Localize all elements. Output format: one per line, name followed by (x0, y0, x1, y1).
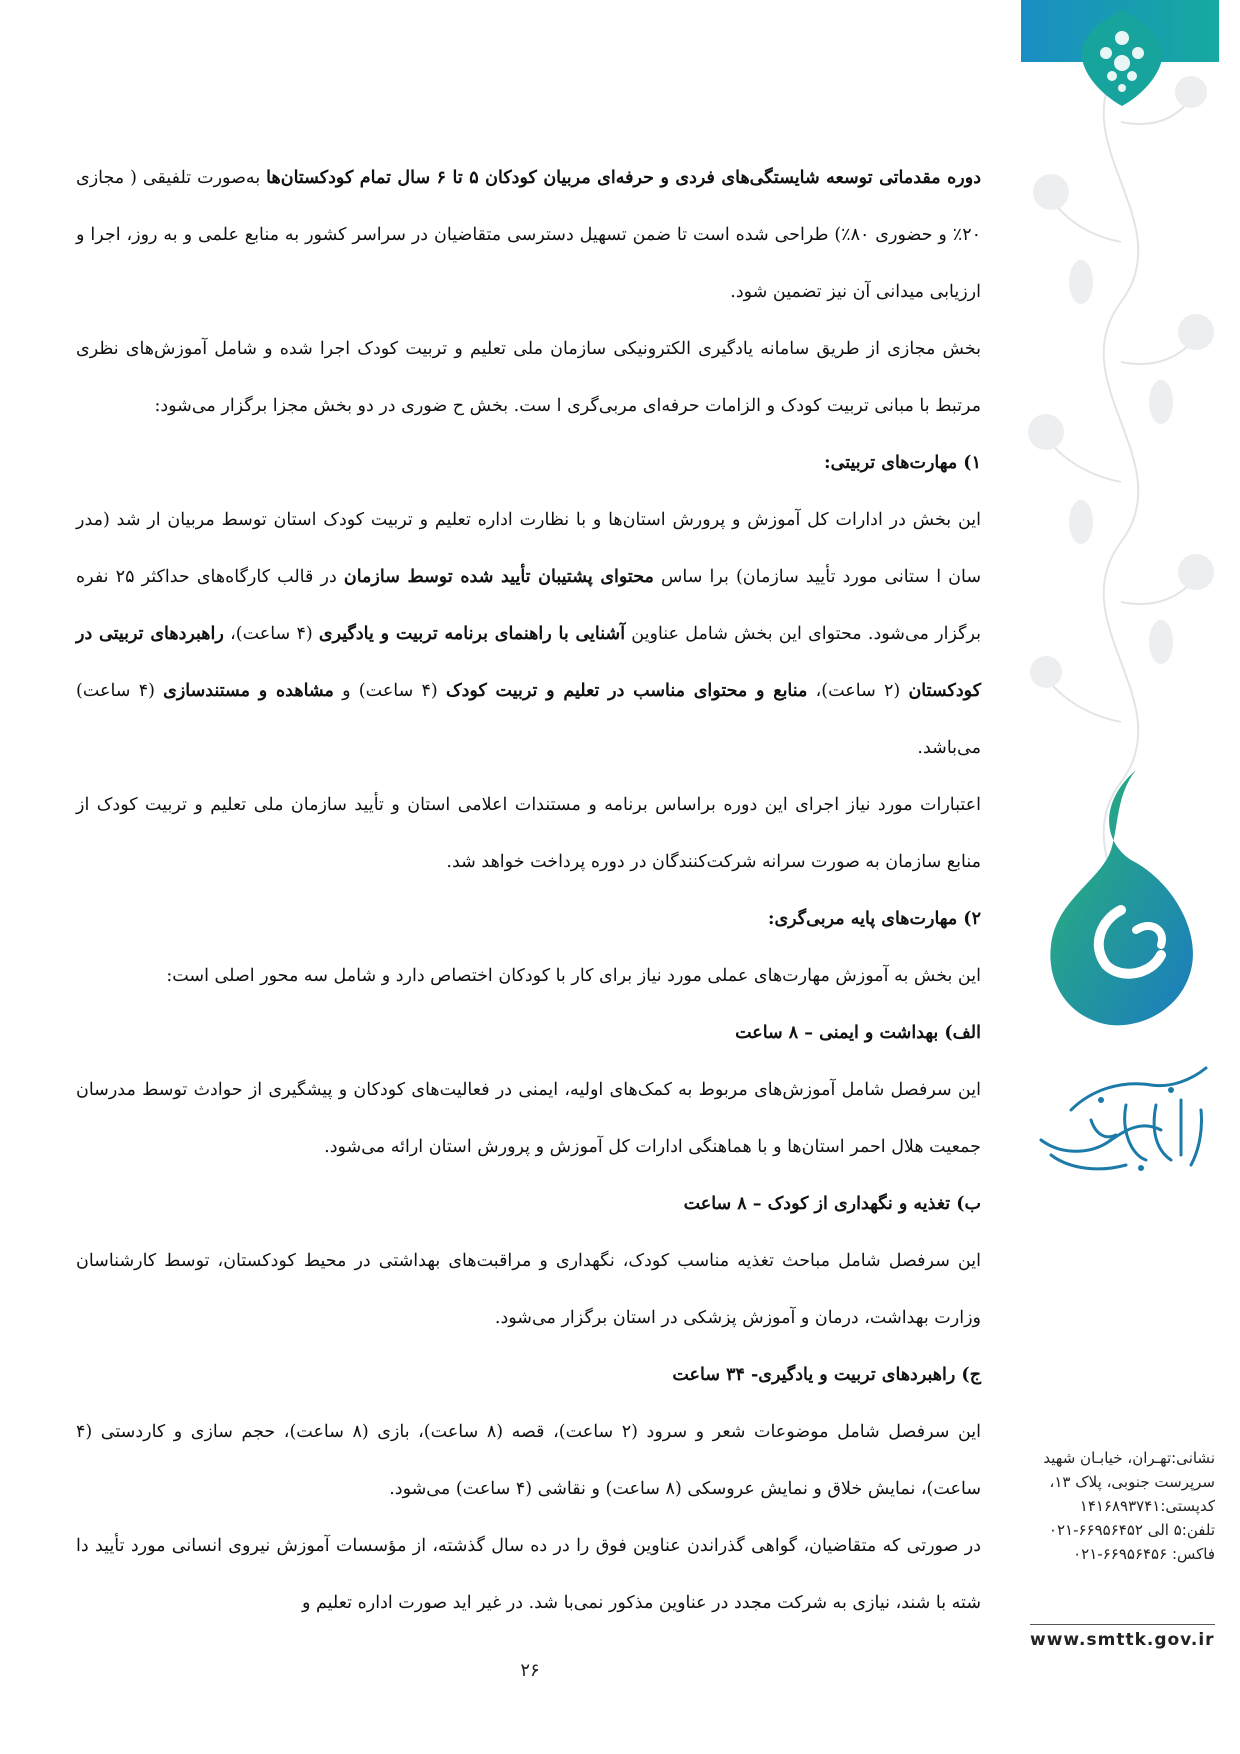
contact-line: کدپستی:۱۴۱۶۸۹۳۷۴۱ (1079, 1497, 1215, 1515)
bold-text-run: دوره مقدماتی توسعه شایستگی‌های فردی و حرفه‌ای مربیان کودکان ۵ تا ۶ سال تمام کودکستان‌ها (266, 168, 981, 188)
text-run: (۴ ساعت) می‌باشد. (76, 681, 981, 758)
body-paragraph (76, 1518, 981, 1632)
text-run: در صورتی که متقاضیان، گواهی گذراندن عناوین فوق را در ده سال گذشته، از مؤسسات آموزش نیروی انسانی مورد تأیید دا شته با شند، نیازی به شرکت مجدد در عناوین مذکور نمی‌با شد. در غیر اید صورت اداره تعلیم و (76, 1536, 981, 1613)
bold-text-run: منابع و محتوای مناسب در تعلیم و تربیت کودک (445, 681, 808, 701)
text-run: (۴ ساعت)، (223, 624, 319, 644)
body-paragraph (76, 1404, 981, 1518)
text-run: این سرفصل شامل موضوعات شعر و سرود (۲ ساعت)، قصه (۸ ساعت)، بازی (۸ ساعت)، حجم سازی و کاردستی (۴ ساعت)، نمایش خلاق و نمایش عروسکی (۸ ساعت) و نقاشی (۴ ساعت) می‌شود. (76, 1422, 981, 1499)
website-url: www.smttk.gov.ir (1030, 1630, 1215, 1650)
body-paragraph (76, 1233, 981, 1347)
text-run: ۱) مهارت‌های تربیتی: (824, 453, 981, 473)
text-run: در قالب کارگاه‌های حداکثر ۲۵ نفره برگزار می‌شود. محتوای این بخش شامل عناوین (76, 567, 981, 644)
text-run: (۲ ساعت)، (807, 681, 909, 701)
body-paragraph (76, 1062, 981, 1176)
contact-line: فاکس: ۶۶۹۵۶۴۵۶-۰۲۱ (1073, 1545, 1215, 1563)
section-heading (76, 435, 981, 492)
body-paragraph (76, 492, 981, 777)
section-heading (76, 891, 981, 948)
text-run: این سرفصل شامل مباحث تغذیه مناسب کودک، نگهداری و مراقبت‌های بهداشتی در محیط کودکستان، توسط کارشناسان وزارت بهداشت، درمان و آموزش پزشکی در استان برگزار می‌شود. (76, 1251, 981, 1328)
bold-text-run: راهبردهای تربیتی در کودکستان (76, 624, 982, 701)
text-run: بخش مجازی از طریق سامانه یادگیری الکترونیکی سازمان ملی تعلیم و تربیت کودک اجرا شده و شامل آموزش‌های نظری مرتبط با مبانی تربیت کودک و الزامات حرفه‌ای مربی‌گری ا ست. بخش ح ضوری در دو بخش مجزا برگزار می‌شود: (76, 339, 981, 416)
text-run: این سرفصل شامل آموزش‌های مربوط به کمک‌های اولیه، ایمنی در فعالیت‌های کودکان و پیشگیری از حوادث توسط مدرسان جمعیت هلال احمر استان‌ها و با هماهنگی ادارات کل آموزش و پرورش استان ارائه می‌شود. (76, 1080, 981, 1157)
organization-drop-logo (1041, 770, 1211, 1030)
bold-text-run: محتوای پشتیبان تأیید شده توسط سازمان (343, 567, 654, 587)
contact-line: نشانی:تهـران، خیابـان شهید (1043, 1449, 1215, 1467)
text-run: (۴ ساعت) و (333, 681, 446, 701)
text-run: ۲) مهارت‌های پایه مربی‌گری: (767, 909, 981, 929)
text-run: اعتبارات مورد نیاز اجرای این دوره براساس برنامه و مستندات اعلامی استان و تأیید سازمان ملی تعلیم و تربیت کودک از منابع سازمان به صورت سرانه شرکت‌کنندگان در دوره پرداخت خواهد شد. (76, 795, 981, 872)
body-paragraph (76, 948, 981, 1005)
page-number: ۲۶ (520, 1660, 540, 1681)
organization-name-calligraphy-logo (1031, 1060, 1219, 1180)
bold-text-run: آشنایی با راهنمای برنامه تربیت و یادگیری (318, 624, 626, 644)
text-run: ب) تغذیه و نگهداری از کودک – ۸ ساعت (683, 1194, 981, 1214)
text-run: این بخش در ادارات کل آموزش و پرورش استان‌ها و با نظارت اداره تعلیم و تربیت کودک استان توسط مربیان ار شد (مدر سان ا ستانی مورد تأیید سازمان) برا ساس (76, 510, 982, 587)
text-run: الف) بهداشت و ایمنی – ۸ ساعت (735, 1023, 981, 1043)
contact-line: سرپرست جنوبی، پلاک ۱۳، (1049, 1473, 1215, 1491)
body-text (76, 150, 981, 1632)
ornament-emblem-icon (1076, 8, 1168, 108)
contact-line: تلفن:۵ الی ۶۶۹۵۶۴۵۲-۰۲۱ (1048, 1521, 1215, 1539)
section-heading (76, 1347, 981, 1404)
body-paragraph (76, 777, 981, 891)
section-heading (76, 1176, 981, 1233)
bold-text-run: مشاهده و مستندسازی (163, 681, 334, 701)
text-run: ج) راهبردهای تربیت و یادگیری- ۳۴ ساعت (672, 1365, 981, 1385)
text-run: این بخش به آموزش مهارت‌های عملی مورد نیاز برای کار با کودکان اختصاص دارد و شامل سه محور اصلی است: (166, 966, 981, 986)
contact-divider (1030, 1624, 1215, 1625)
body-paragraph (76, 321, 981, 435)
body-paragraph (76, 150, 981, 321)
contact-info (1030, 1446, 1215, 1566)
text-run: به‌صورت تلفیقی ( مجازی ۲۰٪ و حضوری ۸۰٪) طراحی شده است تا ضمن تسهیل دسترسی متقاضیان در سراسر کشور به منابع علمی و به روز، اجرا و ارزیابی میدانی آن نیز تضمین شود. (76, 168, 981, 302)
section-heading (76, 1005, 981, 1062)
